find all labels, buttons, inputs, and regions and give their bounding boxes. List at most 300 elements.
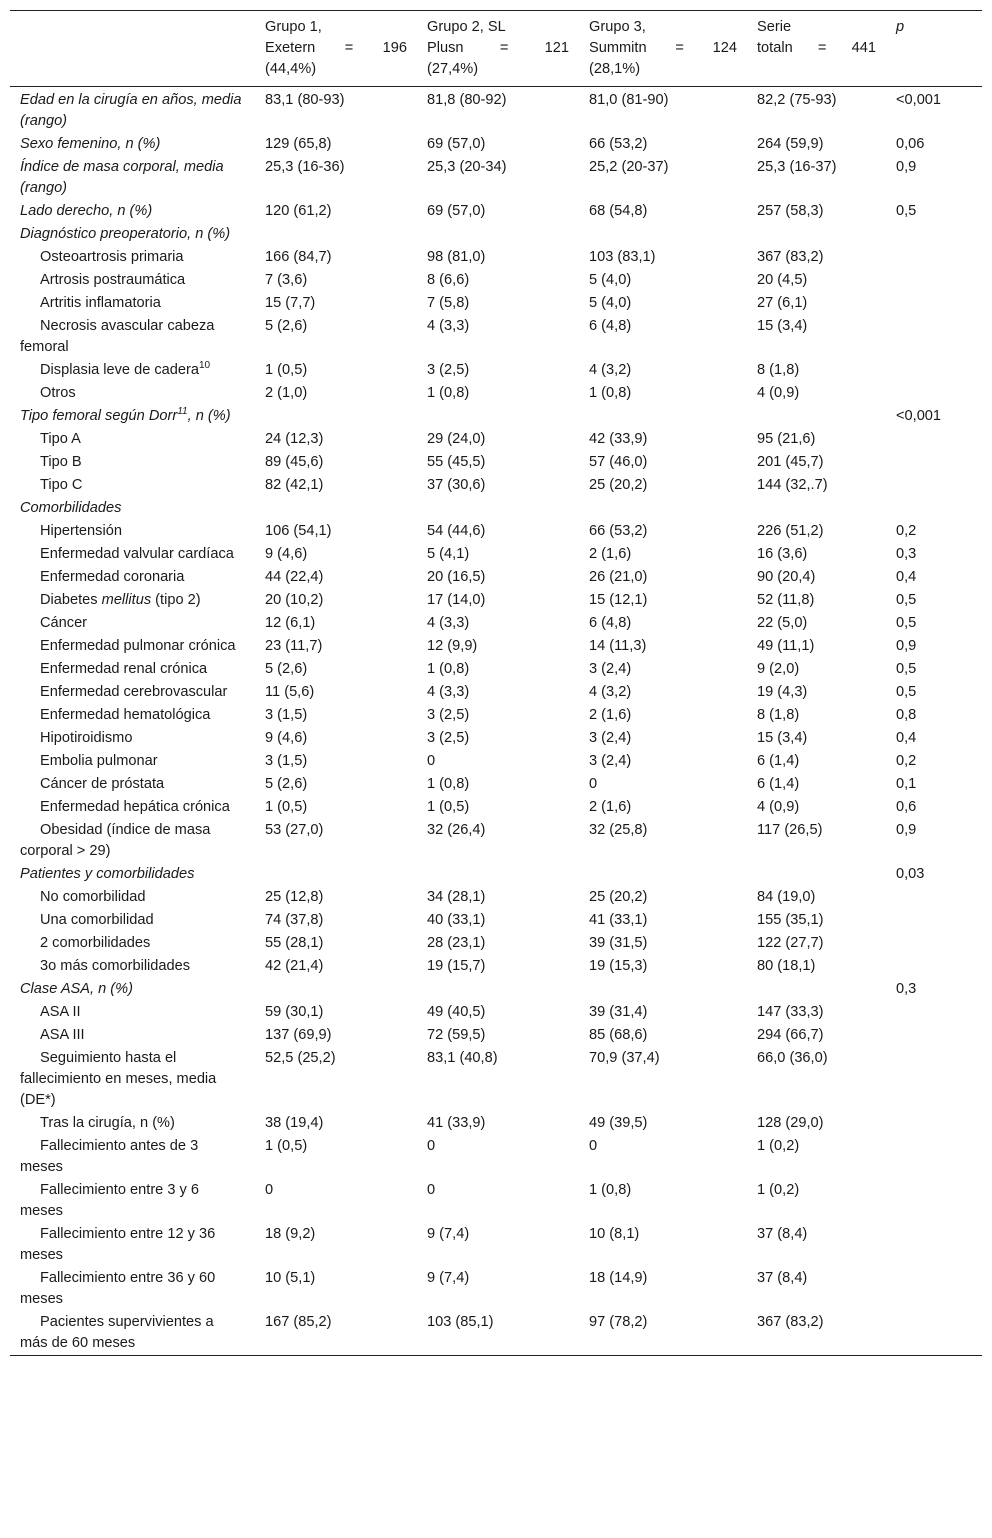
row-label-main: Enfermedad renal crónica (40, 661, 208, 677)
p-value (886, 497, 982, 520)
grupo-1-value: 5 (2,6) (265, 318, 308, 334)
row-label (10, 1311, 255, 1356)
row-label (10, 223, 255, 246)
row-label-text (20, 226, 230, 242)
table-row (10, 1024, 982, 1047)
grupo-2-value: 34 (28,1) (427, 889, 486, 905)
total-value: 8 (1,8) (757, 362, 800, 378)
total-value: 128 (29,0) (757, 1115, 824, 1131)
header-grupo-2-n: 121 (544, 40, 569, 56)
grupo-3-value: 6 (4,8) (589, 318, 632, 334)
grupo-3-value: 3 (2,4) (589, 753, 632, 769)
p-value (886, 886, 982, 909)
grupo-3-value (579, 863, 747, 886)
grupo-1-value: 42 (21,4) (265, 958, 324, 974)
p-value (886, 292, 982, 315)
total-value: 25,3 (16-37) (757, 159, 837, 175)
row-label-text (20, 1312, 245, 1354)
row-label-main: Una comorbilidad (40, 912, 154, 928)
row-label-main: Artrosis postraumática (40, 272, 186, 288)
total-value: 117 (26,5) (757, 822, 823, 838)
grupo-2-value: 54 (44,6) (427, 523, 486, 539)
grupo-2-value: 8 (6,6) (427, 272, 470, 288)
p-value (886, 382, 982, 405)
row-label-main: Enfermedad valvular cardíaca (40, 546, 234, 562)
p-value (886, 1311, 982, 1356)
table-row (10, 727, 982, 750)
table-row (10, 543, 982, 566)
header-serie-name: totaln (757, 40, 793, 56)
row-label-main: Otros (40, 385, 76, 401)
p-value: 0,1 (896, 776, 917, 792)
row-label (10, 1267, 255, 1311)
comorbidity-table (10, 10, 982, 1356)
grupo-1-value: 12 (6,1) (265, 615, 316, 631)
grupo-2-value: 9 (7,4) (427, 1270, 470, 1286)
table-row (10, 681, 982, 704)
header-grupo-1-n: 196 (382, 40, 407, 56)
grupo-1-value: 25 (12,8) (265, 889, 324, 905)
grupo-3-value: 32 (25,8) (589, 822, 648, 838)
table-row (10, 658, 982, 681)
header-grupo-3-pct: (28,1%) (589, 61, 641, 77)
table-row (10, 1112, 982, 1135)
grupo-2-value: 3 (2,5) (427, 730, 470, 746)
table-row (10, 589, 982, 612)
header-grupo-1-line2 (265, 38, 407, 59)
grupo-1-value: 18 (9,2) (265, 1226, 316, 1242)
grupo-2-value: 103 (85,1) (427, 1314, 494, 1330)
row-label (10, 1024, 255, 1047)
total-value: 22 (5,0) (757, 615, 808, 631)
p-value: 0,5 (896, 203, 917, 219)
grupo-1-value (255, 405, 417, 428)
grupo-2-value: 19 (15,7) (427, 958, 486, 974)
row-label (10, 727, 255, 750)
row-label-main: Displasia leve de cadera (40, 362, 199, 378)
table-row (10, 451, 982, 474)
row-label-text (20, 820, 245, 862)
total-value (747, 223, 886, 246)
table-row (10, 292, 982, 315)
total-value: 37 (8,4) (757, 1226, 808, 1242)
row-label (10, 566, 255, 589)
grupo-3-value: 2 (1,6) (589, 546, 632, 562)
total-value: 294 (66,7) (757, 1027, 824, 1043)
p-value: 0,6 (896, 799, 917, 815)
table-row (10, 246, 982, 269)
row-label (10, 612, 255, 635)
total-value: 8 (1,8) (757, 707, 800, 723)
row-label-text (20, 316, 245, 358)
grupo-3-value: 25 (20,2) (589, 889, 648, 905)
p-value: 0,2 (896, 523, 917, 539)
row-label (10, 315, 255, 359)
p-value: 0,4 (896, 730, 917, 746)
row-label-main: Cáncer de próstata (40, 776, 165, 792)
grupo-3-value: 81,0 (81-90) (589, 92, 669, 108)
row-label (10, 359, 255, 382)
grupo-2-value: 32 (26,4) (427, 822, 486, 838)
row-label-reference: 10 (199, 360, 211, 372)
row-label (10, 87, 255, 134)
row-label (10, 1223, 255, 1267)
grupo-3-value: 25 (20,2) (589, 477, 648, 493)
grupo-3-value: 10 (8,1) (589, 1226, 640, 1242)
p-value (886, 932, 982, 955)
grupo-3-value: 2 (1,6) (589, 707, 632, 723)
row-label-main: Artritis inflamatoria (40, 295, 161, 311)
table-row (10, 704, 982, 727)
row-label (10, 635, 255, 658)
row-label (10, 909, 255, 932)
row-label-main: ASA II (40, 1004, 81, 1020)
row-label (10, 978, 255, 1001)
total-value: 6 (1,4) (757, 753, 800, 769)
grupo-3-value: 2 (1,6) (589, 799, 632, 815)
grupo-1-value: 120 (61,2) (265, 203, 332, 219)
row-label-text (20, 774, 245, 795)
total-value: 52 (11,8) (757, 592, 815, 608)
grupo-1-value: 106 (54,1) (265, 523, 332, 539)
p-value: <0,001 (896, 408, 942, 424)
grupo-1-value: 5 (2,6) (265, 661, 308, 677)
grupo-1-value: 3 (1,5) (265, 753, 308, 769)
total-value: 9 (2,0) (757, 661, 800, 677)
row-label-text (20, 136, 160, 152)
p-value (886, 955, 982, 978)
grupo-2-value: 28 (23,1) (427, 935, 486, 951)
table-row (10, 1267, 982, 1311)
row-label-text (20, 659, 245, 680)
grupo-1-value (255, 978, 417, 1001)
row-label-main: Sexo femenino, n (%) (20, 136, 161, 152)
row-label-text (20, 1113, 245, 1134)
p-value: 0,5 (896, 661, 917, 677)
header-grupo-1-name: Exetern (265, 40, 316, 56)
row-label (10, 886, 255, 909)
grupo-2-value: 7 (5,8) (427, 295, 470, 311)
table-container (10, 10, 982, 1356)
row-label-main: Diabetes (40, 592, 102, 608)
row-label-main: Tras la cirugía, n (%) (40, 1115, 175, 1131)
row-label-main: Enfermedad pulmonar crónica (40, 638, 236, 654)
p-value (886, 1223, 982, 1267)
row-label-main: 3o más comorbilidades (40, 958, 191, 974)
grupo-2-value: 4 (3,3) (427, 684, 470, 700)
row-label-main: Necrosis avascular cabeza femoral (20, 318, 215, 355)
row-label (10, 819, 255, 863)
grupo-3-value: 0 (589, 776, 598, 792)
table-row (10, 520, 982, 543)
row-label-text (20, 751, 245, 772)
grupo-1-value: 83,1 (80-93) (265, 92, 345, 108)
row-label-text (20, 682, 245, 703)
grupo-3-value: 18 (14,9) (589, 1270, 648, 1286)
row-label-text (20, 1048, 245, 1111)
grupo-2-value: 29 (24,0) (427, 431, 486, 447)
grupo-3-value: 3 (2,4) (589, 661, 632, 677)
total-value: 37 (8,4) (757, 1270, 808, 1286)
total-value: 80 (18,1) (757, 958, 816, 974)
grupo-3-value: 0 (589, 1138, 598, 1154)
table-body (10, 87, 982, 1356)
row-label-italic: mellitus (101, 592, 152, 608)
grupo-3-value: 57 (46,0) (589, 454, 648, 470)
grupo-2-value: 4 (3,3) (427, 615, 470, 631)
grupo-2-value: 72 (59,5) (427, 1027, 486, 1043)
total-value: 19 (4,3) (757, 684, 808, 700)
grupo-1-value: 23 (11,7) (265, 638, 323, 654)
grupo-1-value: 2 (1,0) (265, 385, 308, 401)
total-value: 6 (1,4) (757, 776, 800, 792)
header-grupo-3-n: 124 (712, 40, 737, 56)
row-label-text (20, 981, 133, 997)
total-value: 4 (0,9) (757, 799, 800, 815)
table-row (10, 223, 982, 246)
table-row (10, 566, 982, 589)
table-row (10, 863, 982, 886)
row-label-main: Hipotiroidismo (40, 730, 133, 746)
row-label-reference: 11 (177, 406, 188, 418)
grupo-1-value: 10 (5,1) (265, 1270, 316, 1286)
row-label-text (20, 956, 245, 977)
total-value: 257 (58,3) (757, 203, 824, 219)
table-row (10, 612, 982, 635)
p-value: 0,3 (896, 981, 917, 997)
header-serie-line2 (757, 38, 876, 59)
grupo-1-value: 11 (5,6) (265, 684, 315, 700)
grupo-3-value: 70,9 (37,4) (589, 1050, 660, 1066)
p-value: 0,9 (896, 159, 917, 175)
row-label-text (20, 500, 121, 516)
row-label-text (20, 1268, 245, 1310)
header-serie-total (747, 11, 886, 87)
row-label-main: Pacientes supervivientes a más de 60 meses (20, 1314, 214, 1351)
grupo-3-value: 66 (53,2) (589, 136, 648, 152)
row-label-main: Índice de masa corporal, media (rango) (20, 159, 224, 196)
table-row (10, 269, 982, 292)
grupo-2-value: 0 (427, 1138, 436, 1154)
grupo-1-value: 1 (0,5) (265, 1138, 308, 1154)
p-value: 0,8 (896, 707, 917, 723)
p-value (886, 1001, 982, 1024)
grupo-2-value (417, 405, 579, 428)
table-row (10, 359, 982, 382)
grupo-1-value: 24 (12,3) (265, 431, 324, 447)
table-row (10, 133, 982, 156)
row-label (10, 796, 255, 819)
table-row (10, 87, 982, 134)
p-value: 0,03 (896, 866, 925, 882)
grupo-2-value: 3 (2,5) (427, 362, 470, 378)
header-grupo-2-eq: = (499, 40, 509, 56)
row-label-main: Clase ASA, n (%) (20, 981, 134, 997)
grupo-1-value: 3 (1,5) (265, 707, 308, 723)
row-label-main: Tipo femoral según Dorr (20, 408, 178, 424)
grupo-2-value: 5 (4,1) (427, 546, 470, 562)
total-value: 144 (32,.7) (757, 477, 828, 493)
row-label-text (20, 92, 242, 129)
header-serie-n: 441 (851, 40, 876, 56)
grupo-3-value: 15 (12,1) (589, 592, 648, 608)
grupo-1-value: 55 (28,1) (265, 935, 324, 951)
p-value: 0,5 (896, 684, 917, 700)
total-value (747, 863, 886, 886)
row-label-text (20, 910, 245, 931)
p-value (886, 451, 982, 474)
grupo-3-value: 103 (83,1) (589, 249, 656, 265)
total-value: 82,2 (75-93) (757, 92, 837, 108)
grupo-2-value: 55 (45,5) (427, 454, 486, 470)
grupo-1-value (255, 863, 417, 886)
grupo-2-value: 69 (57,0) (427, 203, 486, 219)
row-label-main: Tipo C (40, 477, 83, 493)
row-label-text (20, 159, 224, 196)
row-label (10, 451, 255, 474)
total-value: 147 (33,3) (757, 1004, 824, 1020)
total-value (747, 978, 886, 1001)
row-label-text (20, 270, 245, 291)
row-label-text (20, 866, 194, 882)
row-label-main: Hipertensión (40, 523, 122, 539)
total-value: 84 (19,0) (757, 889, 816, 905)
table-row (10, 200, 982, 223)
grupo-1-value: 0 (265, 1182, 274, 1198)
row-label-main: Fallecimiento antes de 3 meses (20, 1138, 199, 1175)
row-label-text (20, 567, 245, 588)
header-grupo-3 (579, 11, 747, 87)
table-row (10, 796, 982, 819)
grupo-3-value: 85 (68,6) (589, 1027, 648, 1043)
grupo-1-value: 129 (65,8) (265, 136, 332, 152)
total-value: 264 (59,9) (757, 136, 824, 152)
total-value: 226 (51,2) (757, 523, 824, 539)
row-label (10, 932, 255, 955)
grupo-1-value: 44 (22,4) (265, 569, 324, 585)
table-row (10, 978, 982, 1001)
p-value (886, 1267, 982, 1311)
row-label (10, 1135, 255, 1179)
row-label-text (20, 429, 245, 450)
table-row (10, 497, 982, 520)
table-row (10, 405, 982, 428)
row-label-main: Lado derecho, n (%) (20, 203, 153, 219)
row-label-text (20, 475, 245, 496)
row-label-tail: , n (%) (187, 408, 231, 424)
total-value: 20 (4,5) (757, 272, 808, 288)
row-label (10, 405, 255, 428)
row-label (10, 704, 255, 727)
row-label-tail: (tipo 2) (151, 592, 201, 608)
table-row (10, 1047, 982, 1112)
row-label (10, 863, 255, 886)
row-label-text (20, 452, 245, 473)
header-grupo-3-eq: = (675, 40, 684, 56)
row-label-main: No comorbilidad (40, 889, 146, 905)
p-value: 0,5 (896, 615, 917, 631)
row-label (10, 955, 255, 978)
row-label-text (20, 1224, 245, 1266)
row-label-text (20, 544, 245, 565)
grupo-2-value: 49 (40,5) (427, 1004, 486, 1020)
grupo-3-value: 97 (78,2) (589, 1314, 648, 1330)
grupo-1-value: 9 (4,6) (265, 546, 308, 562)
table-row (10, 1135, 982, 1179)
row-label (10, 1179, 255, 1223)
row-label-text (20, 293, 245, 314)
p-value (886, 1024, 982, 1047)
grupo-1-value (255, 497, 417, 520)
grupo-3-value (579, 405, 747, 428)
p-value: 0,5 (896, 592, 917, 608)
row-label-text (20, 1025, 245, 1046)
p-value: <0,001 (896, 92, 942, 108)
row-label (10, 269, 255, 292)
total-value: 1 (0,2) (757, 1138, 800, 1154)
row-label-main: Enfermedad hepática crónica (40, 799, 230, 815)
grupo-3-value: 4 (3,2) (589, 684, 632, 700)
row-label (10, 589, 255, 612)
grupo-1-value: 166 (84,7) (265, 249, 332, 265)
total-value: 66,0 (36,0) (757, 1050, 828, 1066)
grupo-3-value (579, 978, 747, 1001)
grupo-3-value: 5 (4,0) (589, 295, 632, 311)
grupo-2-value: 12 (9,9) (427, 638, 478, 654)
p-value (886, 1047, 982, 1112)
row-label-main: Osteoartrosis primaria (40, 249, 184, 265)
grupo-3-value: 19 (15,3) (589, 958, 648, 974)
p-value (886, 246, 982, 269)
p-value (886, 1112, 982, 1135)
grupo-3-value: 14 (11,3) (589, 638, 647, 654)
total-value: 90 (20,4) (757, 569, 816, 585)
grupo-1-value: 38 (19,4) (265, 1115, 324, 1131)
grupo-1-value: 82 (42,1) (265, 477, 324, 493)
grupo-3-value: 1 (0,8) (589, 1182, 632, 1198)
header-grupo-1 (255, 11, 417, 87)
total-value: 95 (21,6) (757, 431, 816, 447)
grupo-2-value: 17 (14,0) (427, 592, 486, 608)
row-label (10, 1112, 255, 1135)
grupo-1-value: 74 (37,8) (265, 912, 324, 928)
grupo-2-value: 9 (7,4) (427, 1226, 470, 1242)
table-row (10, 819, 982, 863)
grupo-3-value: 49 (39,5) (589, 1115, 648, 1131)
row-label-main: Diagnóstico preoperatorio, n (%) (20, 226, 231, 242)
total-value: 4 (0,9) (757, 385, 800, 401)
row-label (10, 133, 255, 156)
grupo-1-value: 1 (0,5) (265, 799, 308, 815)
p-value: 0,9 (896, 638, 917, 654)
grupo-1-value: 15 (7,7) (265, 295, 316, 311)
header-row (10, 11, 982, 87)
row-label-main: Enfermedad coronaria (40, 569, 185, 585)
row-label (10, 773, 255, 796)
p-value (886, 474, 982, 497)
table-row (10, 1311, 982, 1356)
grupo-1-value: 9 (4,6) (265, 730, 308, 746)
row-label (10, 658, 255, 681)
grupo-2-value (417, 497, 579, 520)
grupo-1-value: 52,5 (25,2) (265, 1050, 336, 1066)
row-label (10, 246, 255, 269)
grupo-1-value (255, 223, 417, 246)
row-label-main: Fallecimiento entre 36 y 60 meses (20, 1270, 216, 1307)
row-label-text (20, 203, 152, 219)
row-label (10, 681, 255, 704)
grupo-3-value: 68 (54,8) (589, 203, 648, 219)
